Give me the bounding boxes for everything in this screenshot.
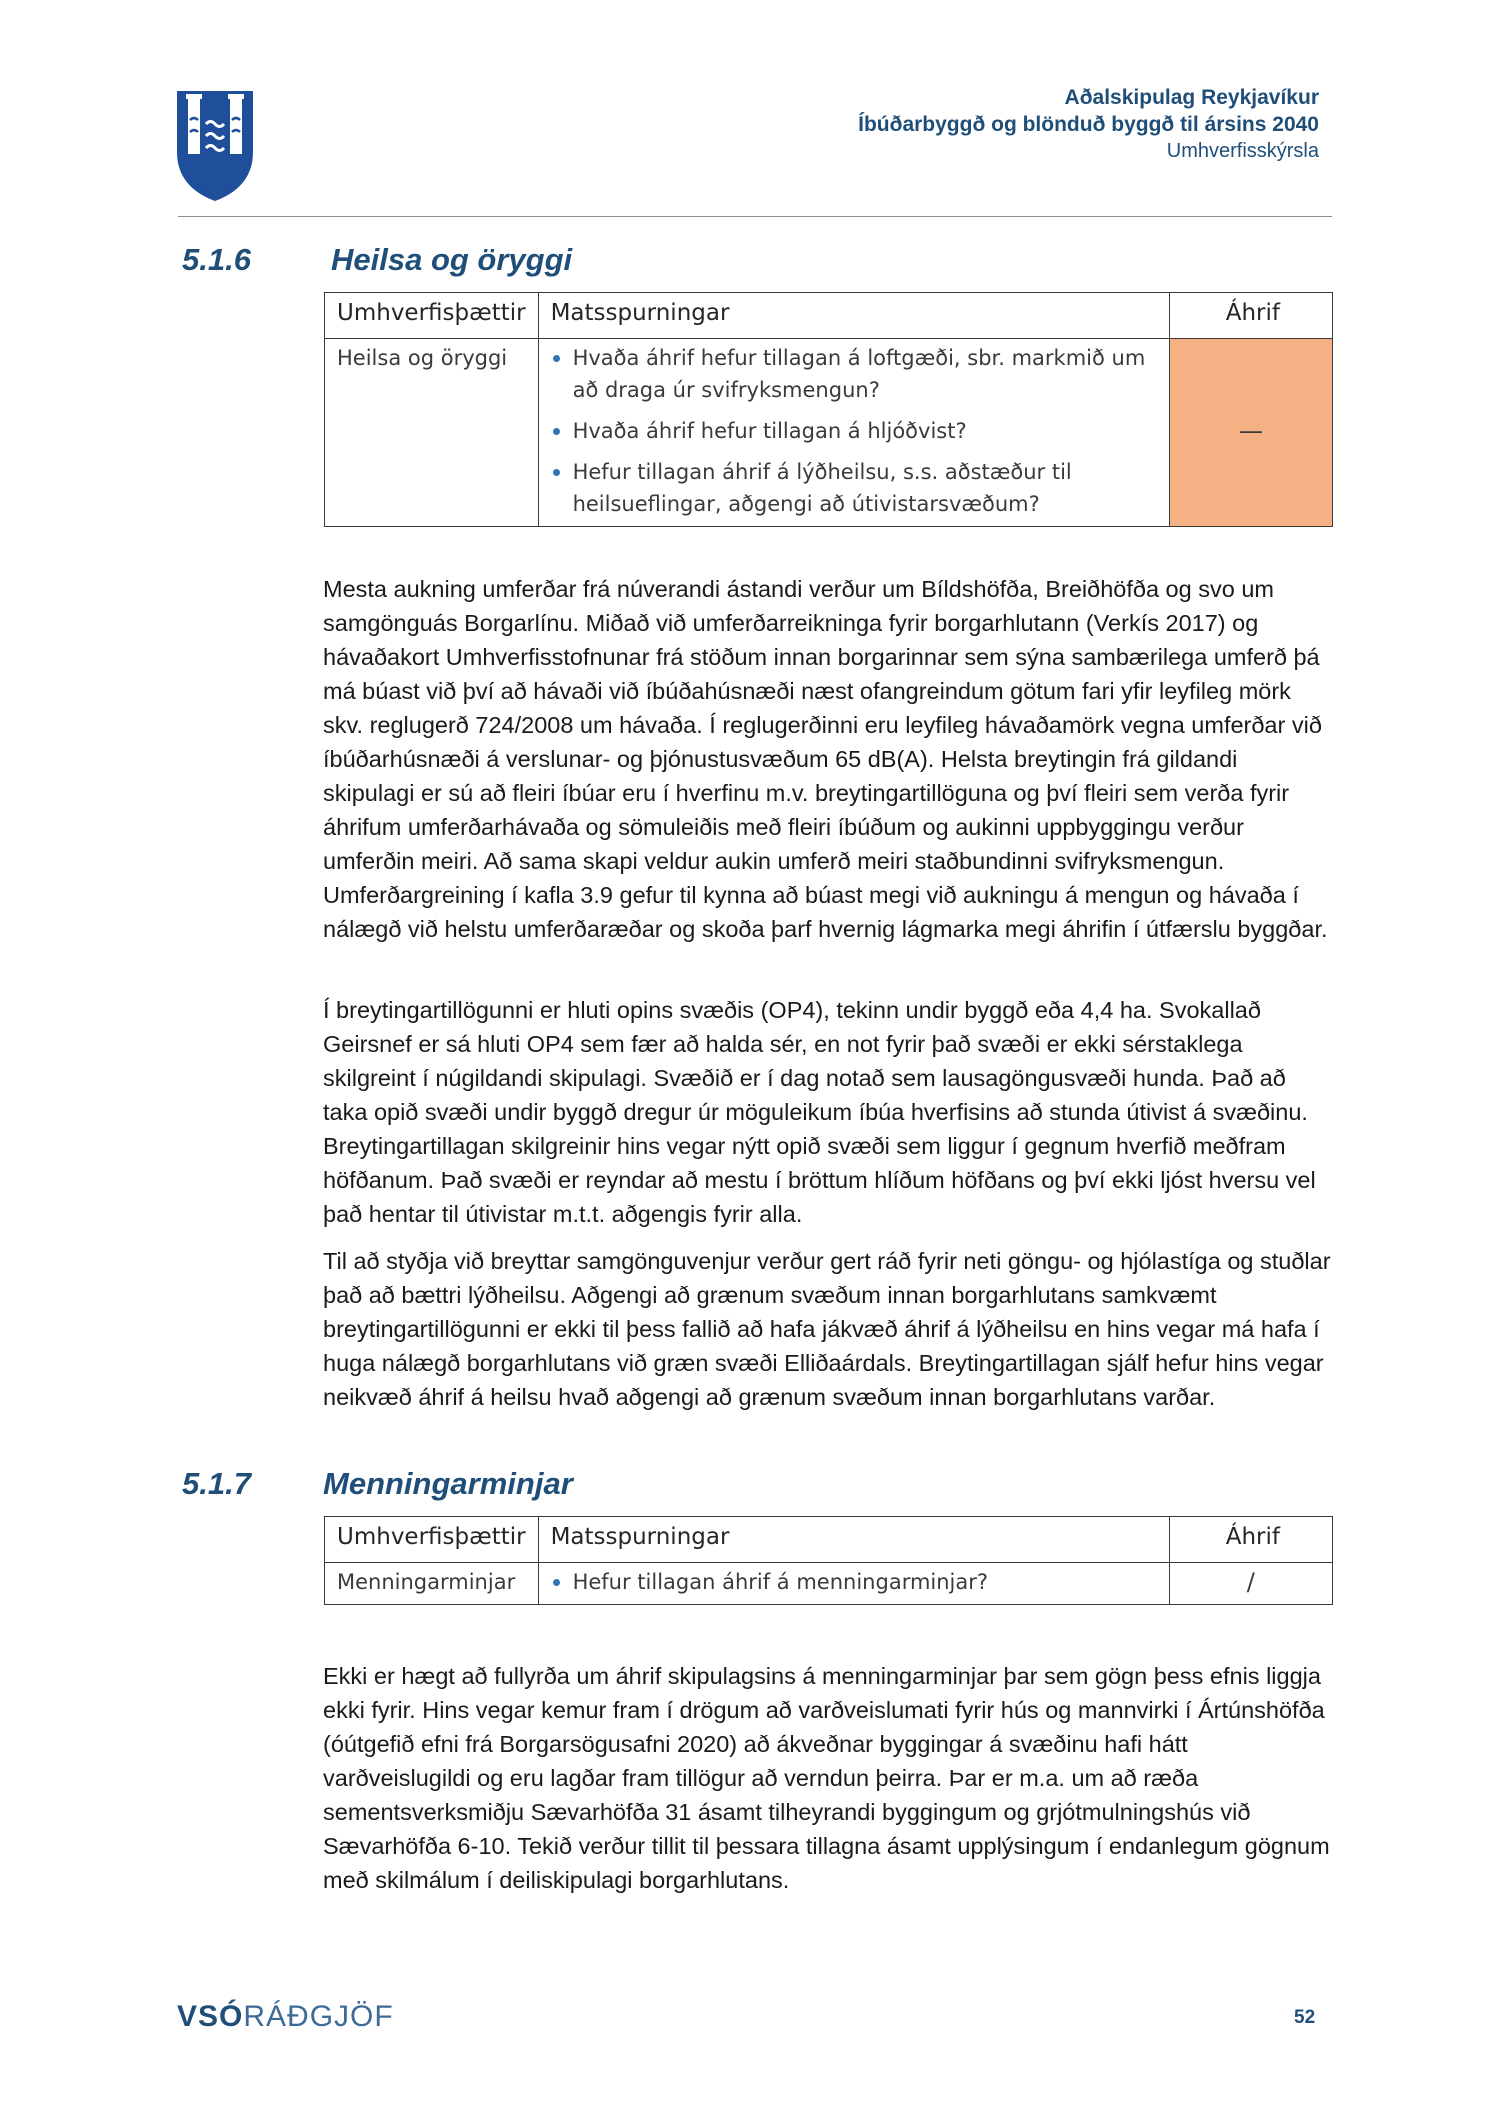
vso-radgjof-logo — [177, 2000, 394, 2034]
header-subtitle: Íbúðarbyggð og blönduð byggð til ársins 2040 — [858, 113, 1319, 136]
table-row — [325, 339, 1333, 527]
impact-rating: / — [1169, 1563, 1332, 1605]
section-number: 5.1.6 — [182, 242, 251, 277]
body-paragraph: Mesta aukning umferðar frá núverandi ástandi verður um Bíldshöfða, Breiðhöfða og svo um samgönguás Borgarlínu. Miðað við umferðarreikninga fyrir borgarhlutann (Verkís 2017) og hávaðakort Umhverfisstofnunar frá stöðum innan borgarinnar sem sýna sambærilega umferð þá má búast við því að hávaði við íbúðahúsnæði næst ofangreindum götum fari yfir leyfileg mörk skv. reglugerð 724/2008 um hávaða. Í reglugerðinni eru leyfileg hávaðamörk vegna umferðar við íbúðarhúsnæði á verslunar- og þjónustusvæðum 65 dB(A). Helsta breytingin frá gildandi skipulagi er sú að fleiri íbúar eru í hverfinu m.v. breytingartillöguna og því fleiri sem verða fyrir áhrifum umferðarhávaða og sömuleiðis með fleiri íbúðum og aukinni uppbyggingu verður umferðin meiri. Að sama skapi veldur aukin umferð meiri staðbundinni svifryksmengun. Umferðargreining í kafla 3.9 gefur til kynna að búast megi við aukningu á mengun og hávaða í nálægð við helstu umferðaræðar og skoða þarf hvernig lágmarka megi áhrifin í útfærslu byggðar. — [323, 576, 1328, 942]
col-header-questions: Matsspurningar — [538, 1517, 1169, 1563]
header-document-type: Umhverfisskýrsla — [1166, 140, 1319, 162]
col-header-factor: Umhverfisþættir — [325, 293, 539, 339]
section-number: 5.1.7 — [182, 1466, 251, 1501]
header-title: Aðalskipulag Reykjavíkur — [1064, 86, 1319, 109]
document-header — [858, 84, 1319, 165]
body-paragraph: Til að styðja við breyttar samgönguvenjur verður gert ráð fyrir neti göngu- og hjólastíga og stuðlar það að bættri lýðheilsu. Aðgengi að grænum svæðum innan borgarhlutans samkvæmt breytingartillögunni er ekki til þess fallið að hafa jákvæð áhrif á lýðheilsu en hins vegar má hafa í huga nálægð borgarhlutans við græn svæði Elliðaárdals. Breytingartillagan sjálf hefur hins vegar neikvæð áhrif á heilsu hvað aðgengi að grænum svæðum innan borgarhlutans varðar. — [323, 1248, 1331, 1410]
table-header-row — [325, 1517, 1333, 1563]
body-paragraph: Ekki er hægt að fullyrða um áhrif skipulagsins á menningarminjar þar sem gögn þess efnis liggja ekki fyrir. Hins vegar kemur fram í drögum að varðveislumati fyrir hús og mannvirki í Ártúnshöfða (óútgefið efni frá Borgarsögusafni 2020) að ákveðnar byggingar á svæðinu hafi hátt varðveislugildi og eru lagðar fram tillögur að verndun þeirra. Þar er m.a. um að ræða sementsverksmiðju Sævarhöfða 31 ásamt tilheyrandi byggingum og grjótmulningshús við Sævarhöfða 6-10. Tekið verður tillit til þessara tillagna ásamt upplýsingum í endanlegum gögnum með skilmálum í deiliskipulagi borgarhlutans. — [323, 1663, 1330, 1893]
table-header-row — [325, 293, 1333, 339]
question-item: Hvaða áhrif hefur tillagan á hljóðvist? — [551, 415, 1157, 447]
question-item: Hvaða áhrif hefur tillagan á loftgæði, sbr. markmið um að draga úr svifryksmengun? — [551, 342, 1157, 406]
row-label: Heilsa og öryggi — [325, 339, 539, 527]
col-header-impact: Áhrif — [1169, 1517, 1332, 1563]
question-item: Hefur tillagan áhrif á lýðheilsu, s.s. aðstæður til heilsueflingar, aðgengi að útivistarsvæðum? — [551, 456, 1157, 520]
row-label: Menningarminjar — [325, 1563, 539, 1605]
question-item: Hefur tillagan áhrif á menningarminjar? — [551, 1566, 1157, 1598]
impact-rating: — — [1169, 339, 1332, 527]
questions-cell — [538, 1563, 1169, 1605]
section-title: Heilsa og öryggi — [331, 242, 573, 277]
logo-light-text: RÁÐGJÖF — [243, 2000, 394, 2033]
col-header-factor: Umhverfisþættir — [325, 1517, 539, 1563]
assessment-table-cultural-heritage — [324, 1516, 1333, 1605]
assessment-table-health-safety — [324, 292, 1333, 527]
questions-cell — [538, 339, 1169, 527]
header-divider — [178, 216, 1332, 217]
col-header-impact: Áhrif — [1169, 293, 1332, 339]
page-number: 52 — [1294, 2007, 1316, 2028]
logo-bold-text: VSÓ — [177, 2000, 244, 2033]
col-header-questions: Matsspurningar — [538, 293, 1169, 339]
section-title: Menningarminjar — [323, 1466, 573, 1501]
table-row — [325, 1563, 1333, 1605]
body-paragraph: Í breytingartillögunni er hluti opins svæðis (OP4), tekinn undir byggð eða 4,4 ha. Svokallað Geirsnef er sá hluti OP4 sem fær að halda sér, en not fyrir það svæði er ekki sérstaklega skilgreint í núgildandi skipulagi. Svæðið er í dag notað sem lausagöngusvæði hunda. Það að taka opið svæði undir byggð dregur úr möguleikum íbúa hverfisins að stunda útivist á svæðinu. Breytingartillagan skilgreinir hins vegar nýtt opið svæði sem liggur í gegnum hverfið meðfram höfðanum. Það svæði er reyndar að mestu í bröttum hlíðum höfðans og því ekki ljóst hversu vel það hentar til útivistar m.t.t. aðgengis fyrir alla. — [323, 997, 1316, 1227]
reykjavik-coat-of-arms-logo — [176, 90, 254, 202]
